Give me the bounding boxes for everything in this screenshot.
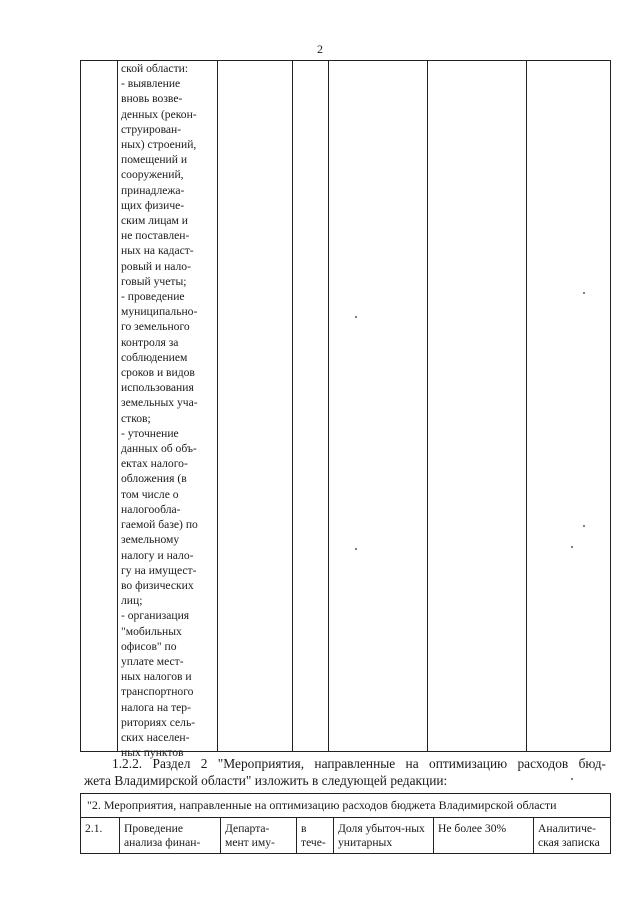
target-value: Не более 30% [434, 817, 534, 853]
cell-line: стков; [121, 411, 151, 425]
scan-speck [571, 546, 573, 548]
cell-line: офисов" по [121, 639, 177, 653]
table-column-divider [80, 60, 81, 752]
cell-line: налогообла- [121, 502, 181, 516]
cell-line: денных (рекон- [121, 107, 197, 121]
cell-line: ектах налого- [121, 457, 188, 471]
cell-line: помещений и [121, 153, 188, 167]
cell-line: муниципально- [121, 305, 198, 319]
scan-speck [583, 292, 585, 294]
row-number: 2.1. [81, 817, 120, 853]
table-row [81, 817, 611, 853]
deadline: в тече- [297, 817, 334, 853]
cell-line: ской области: [121, 62, 189, 75]
scan-speck [355, 316, 357, 318]
cell-line: налогу и нало- [121, 548, 194, 562]
table-column-divider [328, 60, 329, 752]
amendment-paragraph [84, 756, 606, 789]
cell-line: "мобильных [121, 624, 182, 638]
cell-line: уплате мест- [121, 654, 184, 668]
indicator: Доля убыточ-ных унитарных [334, 817, 434, 853]
cell-line: гаемой базе) по [121, 518, 198, 532]
paragraph-line: жета Владимирской области" изложить в следующей редакции: [84, 772, 448, 788]
section-title: "2. Мероприятия, направленные на оптимизацию расходов бюджета Владимирской области [81, 794, 611, 818]
table-column-divider [427, 60, 428, 752]
measure-description-cell [121, 61, 217, 760]
report-form: Аналитиче-ская записка [534, 817, 611, 853]
cell-line: земельных уча- [121, 396, 198, 410]
cell-line: - организация [121, 609, 190, 623]
cell-line: ных пунктов [121, 746, 184, 760]
cell-line: принадлежа- [121, 183, 185, 197]
cell-line: - проведение [121, 290, 185, 304]
cell-line: земельному [121, 533, 180, 547]
cell-line: вновь возве- [121, 92, 183, 106]
cell-line: ским лицам и [121, 214, 188, 228]
table-column-divider [610, 60, 611, 752]
cell-line: соблюдением [121, 350, 188, 364]
cell-line: го земельного [121, 320, 190, 334]
scan-speck [355, 548, 357, 550]
cell-line: ских населен- [121, 730, 190, 744]
cell-line: - уточнение [121, 426, 179, 440]
table-column-divider [526, 60, 527, 752]
responsible-executor: Департа-мент иму- [221, 817, 297, 853]
cell-line: ных) строений, [121, 138, 197, 152]
cell-line: использования [121, 381, 194, 395]
cell-line: сооружений, [121, 168, 184, 182]
cell-line: риториях сель- [121, 715, 196, 729]
table-column-divider [117, 60, 118, 752]
cell-line: данных об объ- [121, 442, 197, 456]
cell-line: том числе о [121, 487, 179, 501]
cell-line: не поставлен- [121, 229, 190, 243]
cell-line: во физических [121, 578, 194, 592]
cell-line: транспортного [121, 685, 194, 699]
cell-line: ровый и нало- [121, 259, 191, 273]
cell-line: - выявление [121, 77, 181, 91]
scan-speck [583, 525, 585, 527]
cell-line: контроля за [121, 335, 179, 349]
measures-table [80, 793, 611, 854]
table-column-divider [292, 60, 293, 752]
cell-line: ных налогов и [121, 670, 192, 684]
cell-line: обложения (в [121, 472, 187, 486]
measure-name: Проведение анализа финан- [120, 817, 221, 853]
cell-line: сроков и видов [121, 366, 195, 380]
cell-line: гу на имущест- [121, 563, 197, 577]
cell-line: ных на кадаст- [121, 244, 194, 258]
page-number: 2 [317, 42, 323, 56]
section-header-row [81, 794, 611, 818]
cell-line: говый учеты; [121, 274, 187, 288]
cell-line: струирован- [121, 122, 182, 136]
cell-line: щих физиче- [121, 198, 185, 212]
cell-line: налога на тер- [121, 700, 191, 714]
cell-line: лиц; [121, 594, 143, 608]
table-column-divider [217, 60, 218, 752]
paragraph-line: 1.2.2. Раздел 2 "Мероприятия, направленные на оптимизацию расходов бюд- [112, 756, 606, 771]
